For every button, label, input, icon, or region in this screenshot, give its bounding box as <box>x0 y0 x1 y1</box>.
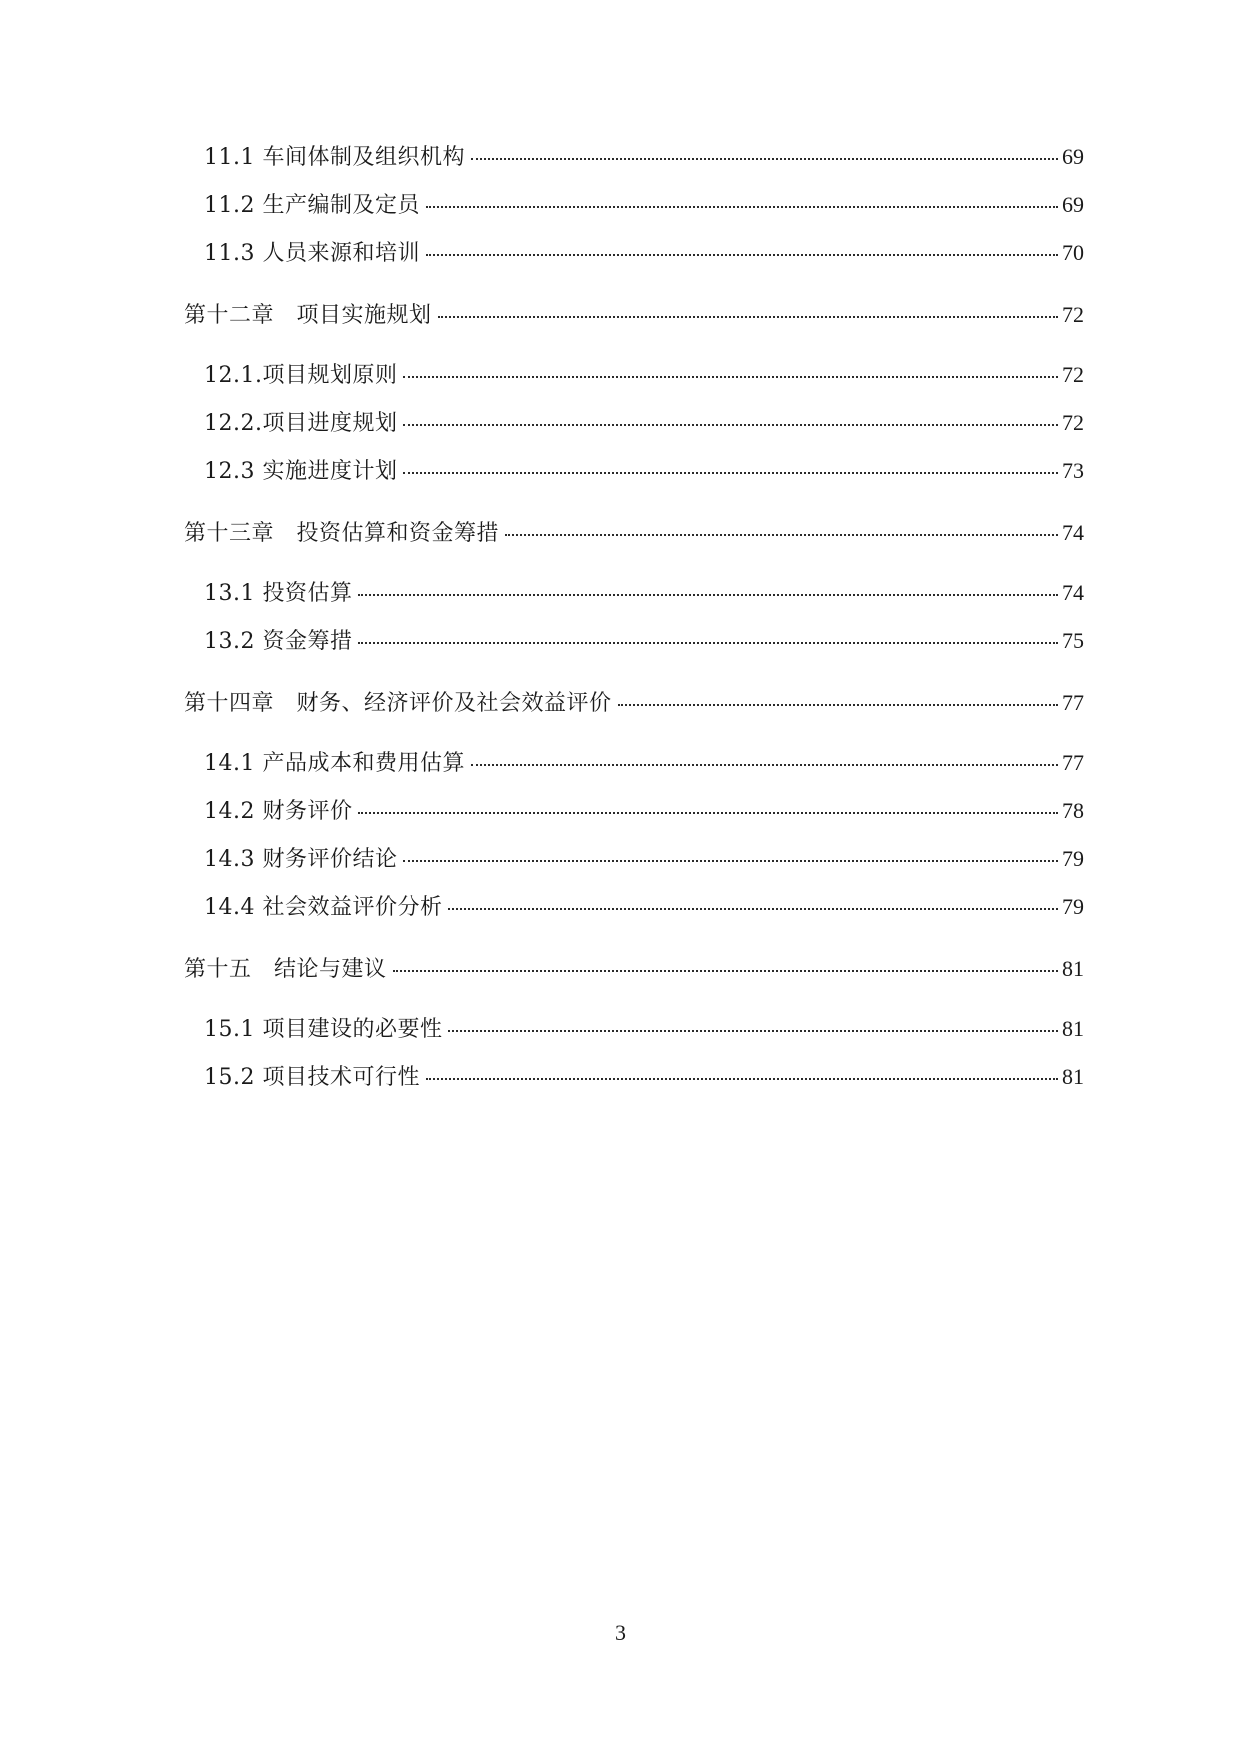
toc-entry-page: 72 <box>1062 362 1084 387</box>
toc-entry-page: 69 <box>1062 192 1084 217</box>
toc-dot-leader <box>358 594 1058 596</box>
toc-entry-page: 72 <box>1062 410 1084 435</box>
toc-entry-label: 13.2 资金筹措 <box>204 629 353 654</box>
toc-entry-label: 11.1 车间体制及组织机构 <box>204 145 465 170</box>
toc-entry[interactable] <box>204 238 1084 269</box>
toc-entry-page: 79 <box>1062 894 1084 919</box>
toc-entry-label: 14.1 产品成本和费用估算 <box>204 751 465 776</box>
toc-entry-page: 74 <box>1062 520 1084 545</box>
toc-entry-label: 12.3 实施进度计划 <box>204 459 398 484</box>
toc-dot-leader <box>403 424 1058 426</box>
toc-entry-label: 12.1.项目规划原则 <box>204 363 398 388</box>
toc-dot-leader <box>505 534 1058 536</box>
toc-entry-label: 第十二章 项目实施规划 <box>184 303 432 328</box>
toc-dot-leader <box>448 1030 1058 1032</box>
toc-entry-page: 69 <box>1062 144 1084 169</box>
toc-dot-leader <box>426 1078 1058 1080</box>
toc-entry[interactable] <box>204 190 1084 221</box>
toc-chapter-entry[interactable] <box>184 300 1084 331</box>
toc-dot-leader <box>618 704 1058 706</box>
toc-entry-label: 12.2.项目进度规划 <box>204 411 398 436</box>
toc-entry-label: 11.3 人员来源和培训 <box>204 241 420 266</box>
toc-dot-leader <box>426 206 1058 208</box>
toc-entry-page: 78 <box>1062 798 1084 823</box>
toc-dot-leader <box>358 642 1058 644</box>
toc-entry[interactable] <box>204 578 1084 609</box>
toc-entry-label: 第十四章 财务、经济评价及社会效益评价 <box>184 691 612 716</box>
toc-entry-page: 79 <box>1062 846 1084 871</box>
toc-entry-page: 73 <box>1062 458 1084 483</box>
toc-dot-leader <box>448 908 1058 910</box>
toc-dot-leader <box>471 764 1058 766</box>
toc-entry-page: 81 <box>1062 1016 1084 1041</box>
toc-entry-label: 11.2 生产编制及定员 <box>204 193 420 218</box>
toc-entry-page: 81 <box>1062 1064 1084 1089</box>
page-number: 3 <box>615 1620 626 1645</box>
toc-entry-page: 74 <box>1062 580 1084 605</box>
toc-dot-leader <box>358 812 1058 814</box>
toc-dot-leader <box>393 970 1058 972</box>
toc-dot-leader <box>403 376 1058 378</box>
toc-entry[interactable] <box>204 456 1084 487</box>
toc-entry[interactable] <box>204 1014 1084 1045</box>
toc-entry[interactable] <box>204 844 1084 875</box>
toc-entry-label: 第十三章 投资估算和资金筹措 <box>184 521 500 546</box>
toc-dot-leader <box>438 316 1058 318</box>
toc-chapter-entry[interactable] <box>184 688 1084 719</box>
toc-entry-page: 72 <box>1062 302 1084 327</box>
toc-entry-label: 14.4 社会效益评价分析 <box>204 895 443 920</box>
toc-entry-page: 77 <box>1062 750 1084 775</box>
toc-entry[interactable] <box>204 1062 1084 1093</box>
toc-entry-label: 15.2 项目技术可行性 <box>204 1065 420 1090</box>
toc-dot-leader <box>403 472 1058 474</box>
toc-dot-leader <box>471 158 1058 160</box>
toc-entry-label: 14.3 财务评价结论 <box>204 847 398 872</box>
toc-entry[interactable] <box>204 796 1084 827</box>
toc-entry[interactable] <box>204 142 1084 173</box>
toc-entry-label: 15.1 项目建设的必要性 <box>204 1017 443 1042</box>
toc-chapter-entry[interactable] <box>184 518 1084 549</box>
toc-chapter-entry[interactable] <box>184 954 1084 985</box>
toc-entry[interactable] <box>204 748 1084 779</box>
toc-dot-leader <box>426 254 1058 256</box>
toc-entry[interactable] <box>204 360 1084 391</box>
toc-entry-label: 13.1 投资估算 <box>204 581 353 606</box>
toc-entry-label: 14.2 财务评价 <box>204 799 353 824</box>
toc-entry[interactable] <box>204 626 1084 657</box>
toc-dot-leader <box>403 860 1058 862</box>
toc-entry-page: 81 <box>1062 956 1084 981</box>
toc-entry[interactable] <box>204 892 1084 923</box>
toc-entry-page: 70 <box>1062 240 1084 265</box>
toc-entry-label: 第十五 结论与建议 <box>184 957 387 982</box>
toc-entry-page: 77 <box>1062 690 1084 715</box>
toc-entry-page: 75 <box>1062 628 1084 653</box>
toc-entry[interactable] <box>204 408 1084 439</box>
